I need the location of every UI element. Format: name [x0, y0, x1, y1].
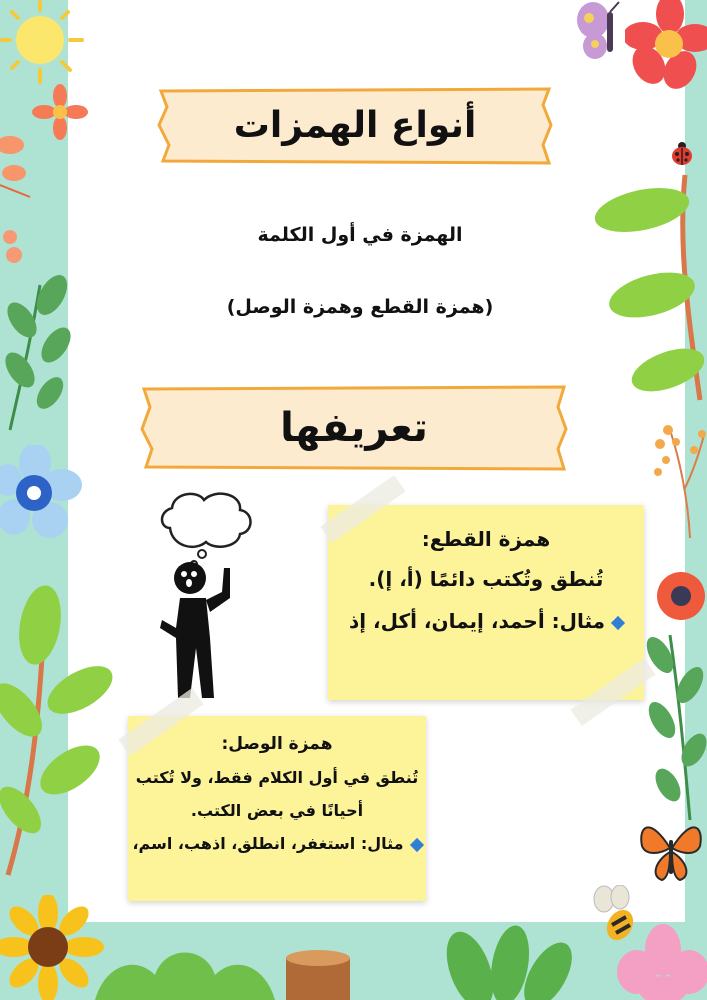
flower-icon [650, 420, 707, 540]
butterfly-icon [636, 812, 707, 887]
leaf-icon [95, 935, 275, 1000]
butterfly-icon [573, 0, 633, 62]
flower-icon [655, 570, 707, 622]
qat-definition: تُنطق وتُكتب دائمًا (أ، إ). [368, 567, 604, 591]
title-banner [155, 85, 555, 167]
qat-note [328, 505, 644, 700]
section-banner [138, 383, 570, 473]
wasl-definition-line-2: أحيانًا في بعض الكتب. [190, 801, 364, 820]
flower-icon [625, 0, 707, 95]
flower-icon [0, 445, 90, 545]
flower-icon [0, 125, 45, 200]
qat-example-row [328, 609, 644, 633]
leaf-icon [640, 625, 707, 825]
subtitle-line-2: (همزة القطع وهمزة الوصل) [226, 296, 494, 318]
sunflower-icon [0, 895, 105, 1000]
page-title: أنواع الهمزات [233, 105, 477, 146]
wasl-note [128, 716, 426, 901]
bullet-diamond-icon [611, 615, 625, 629]
leaf-icon [0, 580, 115, 880]
ladybug-icon [670, 140, 694, 166]
qat-heading: همزة القطع: [421, 527, 551, 551]
flower-icon [617, 920, 707, 1000]
wasl-example: مثال: استغفر، انطلق، اذهب، اسم، [132, 834, 404, 853]
section-title: تعريفها [280, 405, 428, 451]
sun-icon [0, 0, 90, 90]
qat-example: مثال: أحمد، إيمان، أكل، إذ [348, 609, 606, 633]
bullet-diamond-icon [409, 837, 423, 851]
leaf-icon [0, 265, 80, 435]
leaf-icon [430, 920, 580, 1000]
tree-stump-icon [278, 948, 358, 1000]
wasl-heading: همزة الوصل: [221, 734, 333, 754]
thinking-person-icon [150, 488, 260, 703]
wasl-definition-line-1: تُنطق في أول الكلام فقط، ولا تُكتب [135, 768, 419, 787]
wasl-example-row [128, 834, 426, 853]
subtitle-line-1: الهمزة في أول الكلمة [257, 224, 463, 246]
leaf-icon [590, 165, 707, 405]
